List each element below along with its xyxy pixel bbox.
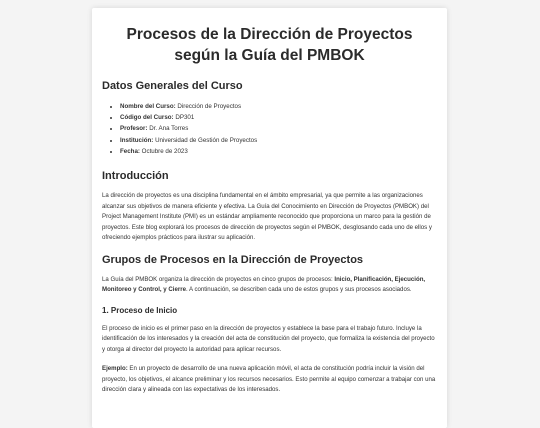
item-label: Profesor:	[120, 125, 148, 133]
item-value: Universidad de Gestión de Proyectos	[153, 136, 258, 144]
inicio-heading: 1. Proceso de Inicio	[102, 305, 178, 315]
page-title: Procesos de la Dirección de Proyectos según la Guía del PMBOK	[126, 26, 413, 64]
general-list	[102, 101, 437, 157]
item-value: Dirección de Proyectos	[175, 103, 242, 110]
intro-paragraph: La dirección de proyectos es una disciplina fundamental en el ámbito empresarial, ya que permite a las organizaciones alcanzar sus objetivos de manera eficiente y efectiva. La Guía del Conocimiento en Dirección de Proyectos (PMBOK) del Project Management Institute (PMI) es un estándar ampliamente reconocido que proporciona un marco para la gestión de proyectos. Este blog explorará los procesos de dirección de proyectos según el PMBOK, desglosando cada uno de ellos y ofreciendo ejemplos prácticos para ilustrar su aplicación.	[102, 192, 432, 242]
general-heading: Datos Generales del Curso	[102, 80, 243, 92]
list-item	[120, 123, 437, 134]
general-section	[102, 79, 437, 157]
groups-section	[102, 253, 437, 396]
inicio-example	[102, 364, 437, 396]
intro-section	[102, 169, 437, 244]
item-value: Dr. Ana Torres	[147, 125, 189, 133]
groups-text-bold: Inicio, Planificación, Ejecución, Monitoreo y Control, y Cierre	[102, 275, 426, 294]
item-label: Código del Curso:	[120, 114, 174, 122]
groups-text-after: . A continuación, se describen cada uno de estos grupos y sus procesos asociados.	[185, 286, 412, 294]
item-label: Institución:	[120, 136, 154, 144]
groups-heading: Grupos de Procesos en la Dirección de Proyectos	[102, 253, 364, 266]
groups-text-before: La Guía del PMBOK organiza la dirección de proyectos en cinco grupos de procesos:	[102, 275, 335, 283]
intro-heading: Introducción	[102, 170, 169, 183]
list-item	[120, 146, 437, 157]
example-label: Ejemplo:	[102, 365, 128, 373]
item-label: Fecha:	[120, 147, 140, 155]
document-card	[92, 8, 447, 428]
list-item	[120, 112, 437, 123]
list-item	[120, 101, 437, 112]
list-item	[120, 135, 437, 146]
item-value: Octubre de 2023	[139, 147, 188, 155]
example-text: En un proyecto de desarrollo de una nueva aplicación móvil, el acta de constitución podría incluir la visión del proyecto, los objetivos, el alcance preliminar y los recursos necesarios. Esto permite al equipo comenzar a trabajar con una dirección clara y alineada con las expectativas de los interesados.	[102, 365, 436, 394]
groups-paragraph	[102, 275, 437, 296]
item-label: Nombre del Curso:	[120, 103, 176, 110]
item-value: DP301	[173, 114, 195, 122]
inicio-paragraph: El proceso de inicio es el primer paso en la dirección de proyectos y establece la base para el trabajo futuro. Incluye la identificación de los interesados y la creación del acta de constitución del proyecto, que formaliza la existencia del proyecto y otorga al director del proyecto la autoridad para aplicar recursos.	[102, 324, 435, 353]
